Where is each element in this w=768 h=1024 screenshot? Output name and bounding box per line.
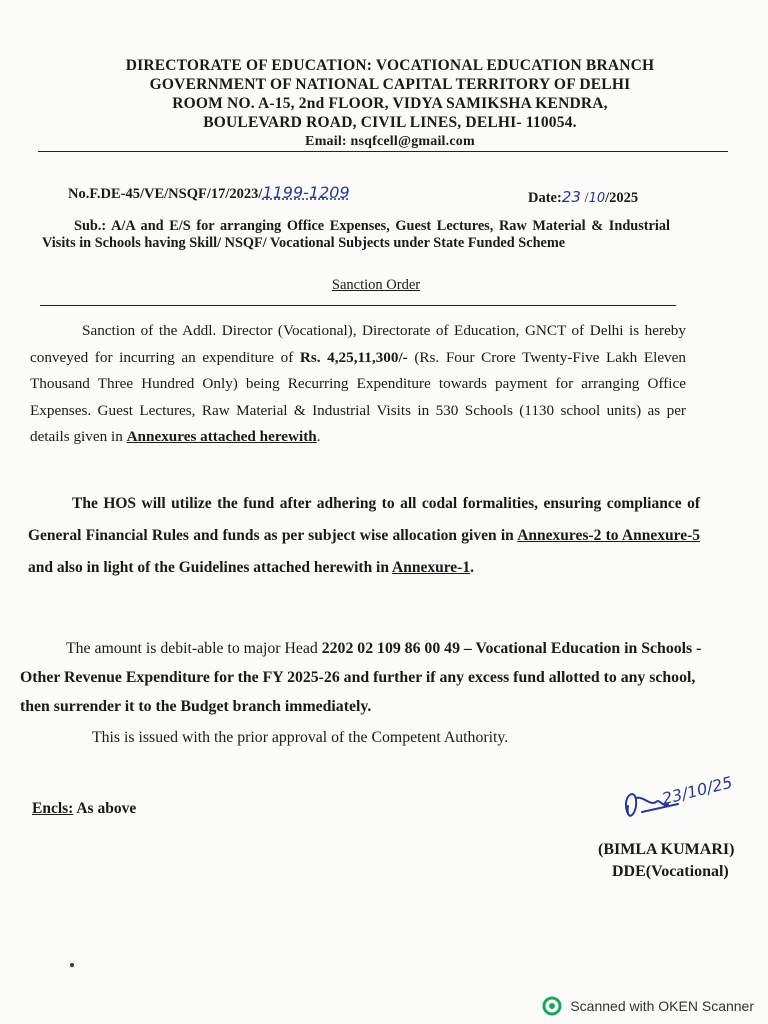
letterhead-line-1: DIRECTORATE OF EDUCATION: VOCATIONAL EDUCATION BRANCH <box>125 57 655 74</box>
scanner-text: Scanned with OKEN Scanner <box>570 998 754 1014</box>
annexure-2-5-reference: Annexures-2 to Annexure-5 <box>517 527 700 544</box>
approval-statement: This is issued with the prior approval of the Competent Authority. <box>92 729 509 746</box>
signatory-designation: DDE(Vocational) <box>612 863 729 880</box>
subject: Sub.: A/A and E/S for arranging Office Expenses, Guest Lectures, Raw Material & Industrial Visits in Schools having Skill/ NSQF/ Vocational Subjects under State Funded Scheme <box>42 218 670 251</box>
letterhead-email: Email: nsqfcell@gmail.com <box>305 134 475 149</box>
sanction-amount: Rs. 4,25,11,300/- <box>299 348 408 366</box>
annexure-1-reference: Annexure-1 <box>392 559 471 576</box>
stray-mark <box>70 963 74 967</box>
reference-number: No.F.DE-45/VE/NSQF/17/2023/1199-1209 <box>68 183 350 202</box>
document-date: Date:23 /10/2025 <box>528 188 639 206</box>
letterhead-line-4: BOULEVARD ROAD, CIVIL LINES, DELHI- 110054. <box>203 114 577 131</box>
reference-handwritten: 1199-1209 <box>262 183 350 202</box>
scanner-watermark <box>542 996 754 1016</box>
scanner-logo-icon <box>542 996 562 1016</box>
signatory-name: (BIMLA KUMARI) <box>598 841 735 858</box>
sanction-order-title: Sanction Order <box>331 277 421 293</box>
signature-date: 23/10/25 <box>660 772 735 809</box>
letterhead-line-2: GOVERNMENT OF NATIONAL CAPITAL TERRITORY OF DELHI <box>149 76 631 93</box>
budget-head: 2202 02 109 86 00 49 – Vocational Education in Schools - Other Revenue Expenditure for the FY 2025-26 and further if any excess fund allotted to any school, then surrender it to the Budget branch immediately. <box>20 640 702 715</box>
header-rule <box>38 151 728 152</box>
title-rule <box>40 305 676 306</box>
paragraph-hos-instructions: The HOS will utilize the fund after adhering to all codal formalities, ensuring compliance of General Financial Rules and funds as per subject wise allocation given in Annexures-2 to Annexure-5 and also in light of the Guidelines attached herewith in Annexure-1. <box>28 495 700 576</box>
enclosures: Encls: As above <box>32 800 137 817</box>
letterhead-line-3: ROOM NO. A-15, 2nd FLOOR, VIDYA SAMIKSHA KENDRA, <box>172 95 608 112</box>
paragraph-budget-head: The amount is debit-able to major Head 2202 02 109 86 00 49 – Vocational Education in Schools - Other Revenue Expenditure for the FY 2025-26 and further if any excess fund allotted to any school, then surrender it to the Budget branch immediately. <box>20 640 702 715</box>
annexures-reference: Annexures attached herewith <box>126 428 317 445</box>
paragraph-sanction: Sanction of the Addl. Director (Vocational), Directorate of Education, GNCT of Delhi is hereby conveyed for incurring an expenditure of Rs. 4,25,11,300/- (Rs. Four Crore Twenty-Five Lakh Eleven Thousand Three Hundred Only) being Recurring Expenditure towards payment for arranging Office Expenses. Guest Lectures, Raw Material & Industrial Visits in 530 Schools (1130 school units) as per details given in Annexures attached herewith. <box>30 322 686 445</box>
